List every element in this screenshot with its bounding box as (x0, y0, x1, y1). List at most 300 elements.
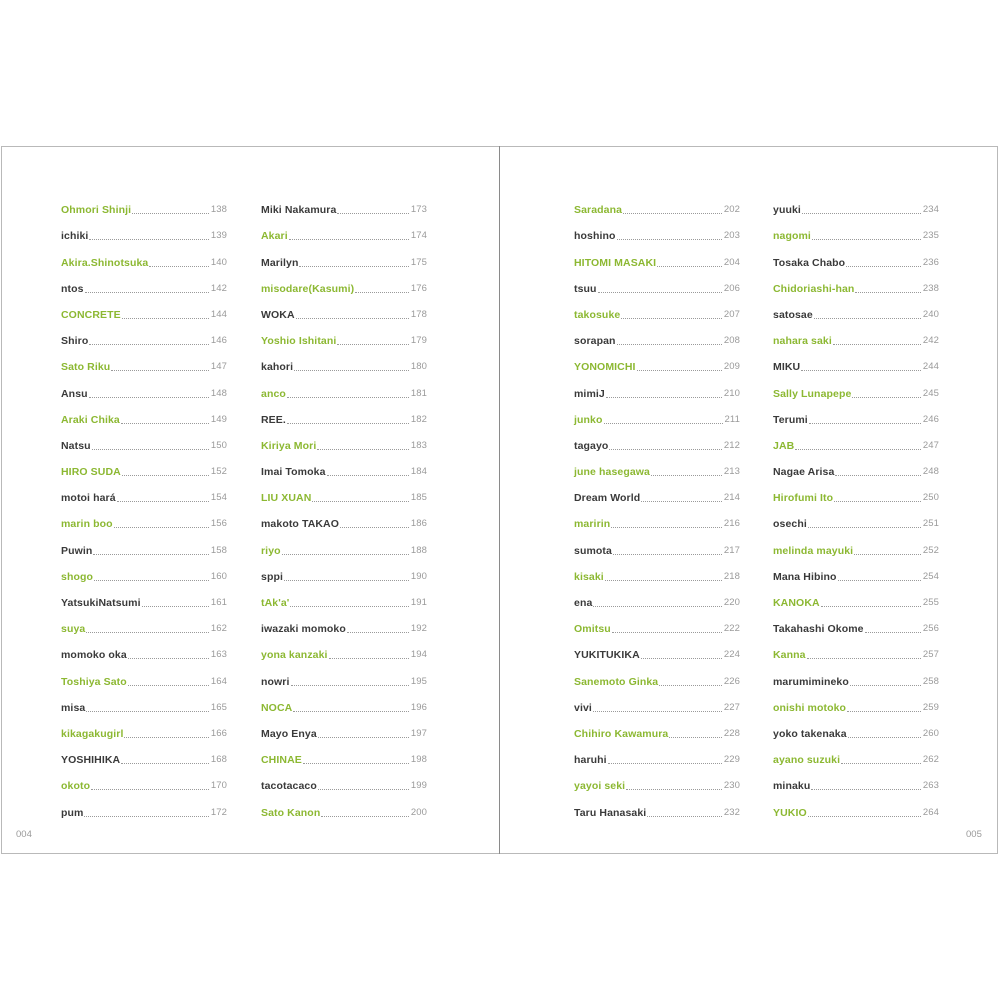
entry-name: Araki Chika (61, 413, 120, 426)
entry-page-number: 228 (723, 727, 740, 739)
entry-name: osechi (773, 518, 807, 531)
entry-name: motoi hará (61, 492, 116, 505)
entry-page-number: 250 (922, 492, 939, 504)
entry-name: ntos (61, 282, 84, 295)
entry-name: yuuki (773, 204, 801, 217)
dot-leader (593, 606, 721, 607)
index-entry (574, 427, 740, 453)
dot-leader (312, 501, 408, 502)
index-entry (61, 741, 227, 767)
entry-page-number: 218 (723, 570, 740, 582)
entry-page-number: 176 (410, 282, 427, 294)
entry-page-number: 246 (922, 413, 939, 425)
entry-name: yayoi seki (574, 780, 626, 793)
entry-name: kikagakugirl (61, 727, 124, 740)
entry-page-number: 229 (723, 754, 740, 766)
entry-page-number: 194 (410, 649, 427, 661)
dot-leader (303, 763, 409, 764)
dot-leader (598, 292, 722, 293)
index-entry (61, 453, 227, 479)
entry-name: Hirofumi Ito (773, 492, 834, 505)
dot-leader (92, 449, 209, 450)
entry-page-number: 185 (410, 492, 427, 504)
entry-name: NOCA (261, 701, 293, 714)
entry-page-number: 207 (723, 308, 740, 320)
index-entry (574, 243, 740, 269)
index-entry (574, 558, 740, 584)
entry-name: Miki Nakamura (261, 204, 337, 217)
entry-page-number: 154 (210, 492, 227, 504)
entry-name: Terumi (773, 413, 808, 426)
entry-page-number: 149 (210, 413, 227, 425)
dot-leader (93, 554, 208, 555)
entry-name: junko (574, 413, 603, 426)
dot-leader (296, 318, 409, 319)
index-entry (773, 401, 939, 427)
entry-page-number: 254 (922, 570, 939, 582)
entry-name: minaku (773, 780, 811, 793)
entry-page-number: 182 (410, 413, 427, 425)
entry-name: Takahashi Okome (773, 623, 864, 636)
dot-leader (801, 370, 921, 371)
index-entry (261, 243, 427, 269)
dot-leader (290, 606, 408, 607)
entry-name: Marilyn (261, 256, 299, 269)
entry-page-number: 163 (210, 649, 227, 661)
dot-leader (834, 501, 921, 502)
index-entry (61, 689, 227, 715)
dot-leader (811, 789, 920, 790)
entry-page-number: 226 (723, 675, 740, 687)
dot-leader (657, 266, 722, 267)
entry-page-number: 199 (410, 780, 427, 792)
entry-name: CHINAE (261, 754, 302, 767)
entry-name: sppi (261, 570, 283, 583)
entry-page-number: 206 (723, 282, 740, 294)
entry-page-number: 212 (723, 439, 740, 451)
entry-name: kisaki (574, 570, 604, 583)
entry-page-number: 235 (922, 230, 939, 242)
dot-leader (848, 737, 921, 738)
index-entry (574, 270, 740, 296)
entry-name: Puwin (61, 544, 93, 557)
entry-name: Imai Tomoka (261, 466, 326, 479)
index-column (261, 191, 427, 820)
index-entry (574, 584, 740, 610)
index-entry (261, 767, 427, 793)
index-entry (261, 793, 427, 819)
entry-name: Nagae Arisa (773, 466, 835, 479)
dot-leader (641, 501, 722, 502)
entry-name: makoto TAKAO (261, 518, 340, 531)
entry-name: YatsukiNatsumi (61, 597, 141, 609)
dot-leader (291, 685, 409, 686)
dot-leader (89, 239, 208, 240)
entry-page-number: 173 (410, 204, 427, 216)
index-entry (574, 322, 740, 348)
dot-leader (852, 397, 920, 398)
index-entry (261, 558, 427, 584)
entry-page-number: 202 (723, 204, 740, 216)
index-entry (773, 374, 939, 400)
entry-name: KANOKA (773, 597, 820, 609)
entry-name: tAk'a' (261, 597, 290, 609)
index-entry (61, 767, 227, 793)
entry-page-number: 158 (210, 544, 227, 556)
entry-name: YOSHIHIKA (61, 754, 121, 767)
entry-page-number: 240 (922, 308, 939, 320)
index-entry (574, 767, 740, 793)
entry-page-number: 139 (210, 230, 227, 242)
entry-name: YONOMICHI (574, 361, 636, 374)
entry-page-number: 192 (410, 623, 427, 635)
entry-name: Sally Lunapepe (773, 387, 852, 400)
dot-leader (651, 475, 722, 476)
dot-leader (86, 632, 209, 633)
index-entry (773, 741, 939, 767)
entry-page-number: 227 (723, 701, 740, 713)
entry-name: MIKU (773, 361, 801, 374)
entry-page-number: 264 (922, 806, 939, 818)
entry-name: Ohmori Shinji (61, 204, 132, 217)
entry-page-number: 180 (410, 361, 427, 373)
index-entry (261, 348, 427, 374)
dot-leader (86, 711, 209, 712)
entry-name: REE. (261, 413, 286, 426)
entry-name: Kiriya Mori (261, 439, 317, 452)
index-entry (773, 243, 939, 269)
dot-leader (637, 370, 722, 371)
dot-leader (850, 685, 921, 686)
index-entry (773, 531, 939, 557)
index-entry (61, 636, 227, 662)
entry-page-number: 170 (210, 780, 227, 792)
dot-leader (287, 397, 409, 398)
entry-page-number: 216 (723, 518, 740, 530)
dot-leader (613, 554, 722, 555)
entry-name: Omitsu (574, 623, 611, 636)
dot-leader (604, 423, 723, 424)
entry-page-number: 230 (723, 780, 740, 792)
index-entry (773, 505, 939, 531)
dot-leader (809, 423, 921, 424)
entry-page-number: 204 (723, 256, 740, 268)
entry-page-number: 162 (210, 623, 227, 635)
index-entry (574, 662, 740, 688)
dot-leader (593, 711, 722, 712)
entry-page-number: 138 (210, 204, 227, 216)
dot-leader (846, 266, 921, 267)
index-entry (773, 322, 939, 348)
entry-page-number: 255 (922, 597, 939, 608)
index-entry (574, 191, 740, 217)
entry-name: riyo (261, 544, 281, 557)
entry-name: Chidoriashi-han (773, 282, 855, 295)
entry-page-number: 234 (922, 204, 939, 216)
index-entry (574, 531, 740, 557)
dot-leader (287, 423, 409, 424)
dot-leader (808, 816, 921, 817)
dot-leader (347, 632, 409, 633)
dot-leader (318, 737, 409, 738)
entry-page-number: 232 (723, 806, 740, 818)
index-entry (61, 296, 227, 322)
index-entry (574, 217, 740, 243)
entry-page-number: 238 (922, 282, 939, 294)
index-entry (773, 348, 939, 374)
index-entry (574, 374, 740, 400)
dot-leader (124, 737, 208, 738)
dot-leader (821, 606, 921, 607)
index-entry (61, 531, 227, 557)
entry-name: hoshino (574, 230, 616, 243)
entry-name: haruhi (574, 754, 607, 767)
index-entry (261, 453, 427, 479)
dot-leader (611, 527, 722, 528)
index-entry (261, 531, 427, 557)
entry-name: Akira.Shinotsuka (61, 256, 149, 269)
entry-page-number: 165 (210, 701, 227, 713)
index-entry (773, 296, 939, 322)
index-entry (773, 715, 939, 741)
dot-leader (847, 711, 921, 712)
entry-name: anco (261, 387, 286, 400)
entry-name: tagayo (574, 439, 609, 452)
dot-leader (327, 475, 409, 476)
entry-name: mimiJ (574, 387, 605, 400)
entry-name: Chihiro Kawamura (574, 727, 669, 740)
entry-page-number: 220 (723, 597, 740, 608)
entry-page-number: 179 (410, 335, 427, 347)
entry-name: WOKA (261, 308, 295, 321)
entry-name: misa (61, 701, 86, 714)
entry-name: HIRO SUDA (61, 466, 121, 479)
dot-leader (855, 292, 920, 293)
index-entry (773, 191, 939, 217)
dot-leader (659, 685, 722, 686)
entry-page-number: 248 (922, 466, 939, 478)
entry-page-number: 217 (723, 544, 740, 556)
index-entry (61, 374, 227, 400)
index-entry (574, 479, 740, 505)
index-entry (261, 505, 427, 531)
entry-page-number: 184 (410, 466, 427, 478)
dot-leader (121, 423, 209, 424)
index-entry (61, 243, 227, 269)
entry-name: HITOMI MASAKI (574, 256, 657, 269)
index-entry (773, 610, 939, 636)
index-column (574, 191, 740, 820)
index-entry (261, 584, 427, 610)
entry-page-number: 150 (210, 439, 227, 451)
index-entry (773, 662, 939, 688)
entry-page-number: 190 (410, 570, 427, 582)
dot-leader (289, 239, 409, 240)
entry-name: ena (574, 597, 593, 609)
entry-name: takosuke (574, 308, 621, 321)
entry-page-number: 262 (922, 754, 939, 766)
entry-page-number: 209 (723, 361, 740, 373)
dot-leader (329, 658, 409, 659)
index-entry (61, 610, 227, 636)
dot-leader (121, 763, 209, 764)
index-entry (773, 453, 939, 479)
page-left (1, 146, 499, 854)
entry-page-number: 152 (210, 466, 227, 478)
dot-leader (807, 658, 921, 659)
entry-name: maririn (574, 518, 611, 531)
index-entry (773, 558, 939, 584)
entry-name: Sato Riku (61, 361, 111, 374)
index-entry (261, 715, 427, 741)
index-entry (773, 689, 939, 715)
page-number: 004 (16, 829, 32, 840)
entry-name: vivi (574, 701, 592, 714)
entry-name: JAB (773, 439, 795, 452)
index-entry (574, 689, 740, 715)
entry-page-number: 198 (410, 754, 427, 766)
dot-leader (128, 658, 209, 659)
dot-leader (617, 344, 722, 345)
entry-page-number: 175 (410, 256, 427, 268)
entry-name: Natsu (61, 439, 91, 452)
dot-leader (623, 213, 722, 214)
entry-name: marin boo (61, 518, 113, 531)
entry-name: Sato Kanon (261, 806, 321, 819)
dot-leader (293, 711, 409, 712)
dot-leader (808, 527, 921, 528)
dot-leader (85, 292, 209, 293)
entry-name: Yoshio Ishitani (261, 335, 337, 348)
entry-page-number: 197 (410, 727, 427, 739)
entry-page-number: 258 (922, 675, 939, 687)
entry-page-number: 208 (723, 335, 740, 347)
entry-name: yona kanzaki (261, 649, 328, 662)
entry-name: kahori (261, 361, 294, 374)
entry-name: Mana Hibino (773, 570, 837, 583)
index-entry (773, 270, 939, 296)
entry-page-number: 191 (410, 597, 427, 608)
index-entry (261, 270, 427, 296)
entry-page-number: 188 (410, 544, 427, 556)
entry-page-number: 260 (922, 727, 939, 739)
entry-page-number: 144 (210, 308, 227, 320)
dot-leader (835, 475, 920, 476)
dot-leader (294, 370, 409, 371)
index-entry (61, 479, 227, 505)
entry-name: onishi motoko (773, 701, 847, 714)
entry-page-number: 140 (210, 256, 227, 268)
dot-leader (318, 789, 409, 790)
entry-page-number: 247 (922, 439, 939, 451)
entry-name: CONCRETE (61, 308, 121, 321)
entry-name: okoto (61, 780, 91, 793)
entry-page-number: 210 (723, 387, 740, 399)
dot-leader (284, 580, 409, 581)
index-entry (574, 793, 740, 819)
index-entry (61, 584, 227, 610)
dot-leader (299, 266, 408, 267)
index-entry (61, 793, 227, 819)
index-entry (261, 636, 427, 662)
dot-leader (854, 554, 921, 555)
entry-name: Kanna (773, 649, 806, 662)
page-number: 005 (966, 829, 982, 840)
index-entry (261, 401, 427, 427)
dot-leader (337, 213, 408, 214)
entry-page-number: 263 (922, 780, 939, 792)
dot-leader (795, 449, 921, 450)
dot-leader (321, 816, 409, 817)
dot-leader (605, 580, 722, 581)
index-entry (773, 217, 939, 243)
dot-leader (128, 685, 209, 686)
dot-leader (91, 789, 209, 790)
entry-page-number: 146 (210, 335, 227, 347)
dot-leader (641, 658, 722, 659)
dot-leader (142, 606, 209, 607)
page-right (500, 146, 998, 854)
entry-name: tacotacaco (261, 780, 317, 793)
index-entry (261, 374, 427, 400)
dot-leader (355, 292, 409, 293)
entry-page-number: 214 (723, 492, 740, 504)
index-entry (61, 348, 227, 374)
entry-page-number: 211 (724, 413, 740, 425)
entry-name: pum (61, 806, 84, 819)
dot-leader (122, 318, 209, 319)
index-entry (574, 348, 740, 374)
dot-leader (337, 344, 408, 345)
dot-leader (122, 475, 209, 476)
index-entry (261, 479, 427, 505)
entry-page-number: 161 (210, 597, 227, 608)
entry-name: ichiki (61, 230, 89, 243)
index-entry (773, 584, 939, 610)
index-entry (574, 741, 740, 767)
entry-name: Taru Hanasaki (574, 806, 647, 819)
dot-leader (317, 449, 408, 450)
index-entry (61, 191, 227, 217)
index-entry (574, 453, 740, 479)
index-entry (574, 296, 740, 322)
entry-page-number: 196 (410, 701, 427, 713)
dot-leader (89, 397, 209, 398)
entry-page-number: 166 (210, 727, 227, 739)
entry-name: sorapan (574, 335, 616, 348)
dot-leader (838, 580, 921, 581)
index-entry (61, 662, 227, 688)
index-entry (61, 715, 227, 741)
index-entry (773, 479, 939, 505)
dot-leader (812, 239, 921, 240)
index-column (61, 191, 227, 820)
entry-name: suya (61, 623, 86, 636)
entry-name: Shiro (61, 335, 89, 348)
entry-name: shogo (61, 570, 93, 583)
entry-page-number: 222 (723, 623, 740, 635)
index-entry (261, 610, 427, 636)
entry-page-number: 156 (210, 518, 227, 530)
entry-name: nowri (261, 675, 290, 688)
entry-name: Toshiya Sato (61, 675, 127, 688)
index-entry (61, 270, 227, 296)
index-entry (574, 715, 740, 741)
index-entry (61, 401, 227, 427)
entry-page-number: 259 (922, 701, 939, 713)
index-entry (574, 401, 740, 427)
entry-name: nagomi (773, 230, 811, 243)
